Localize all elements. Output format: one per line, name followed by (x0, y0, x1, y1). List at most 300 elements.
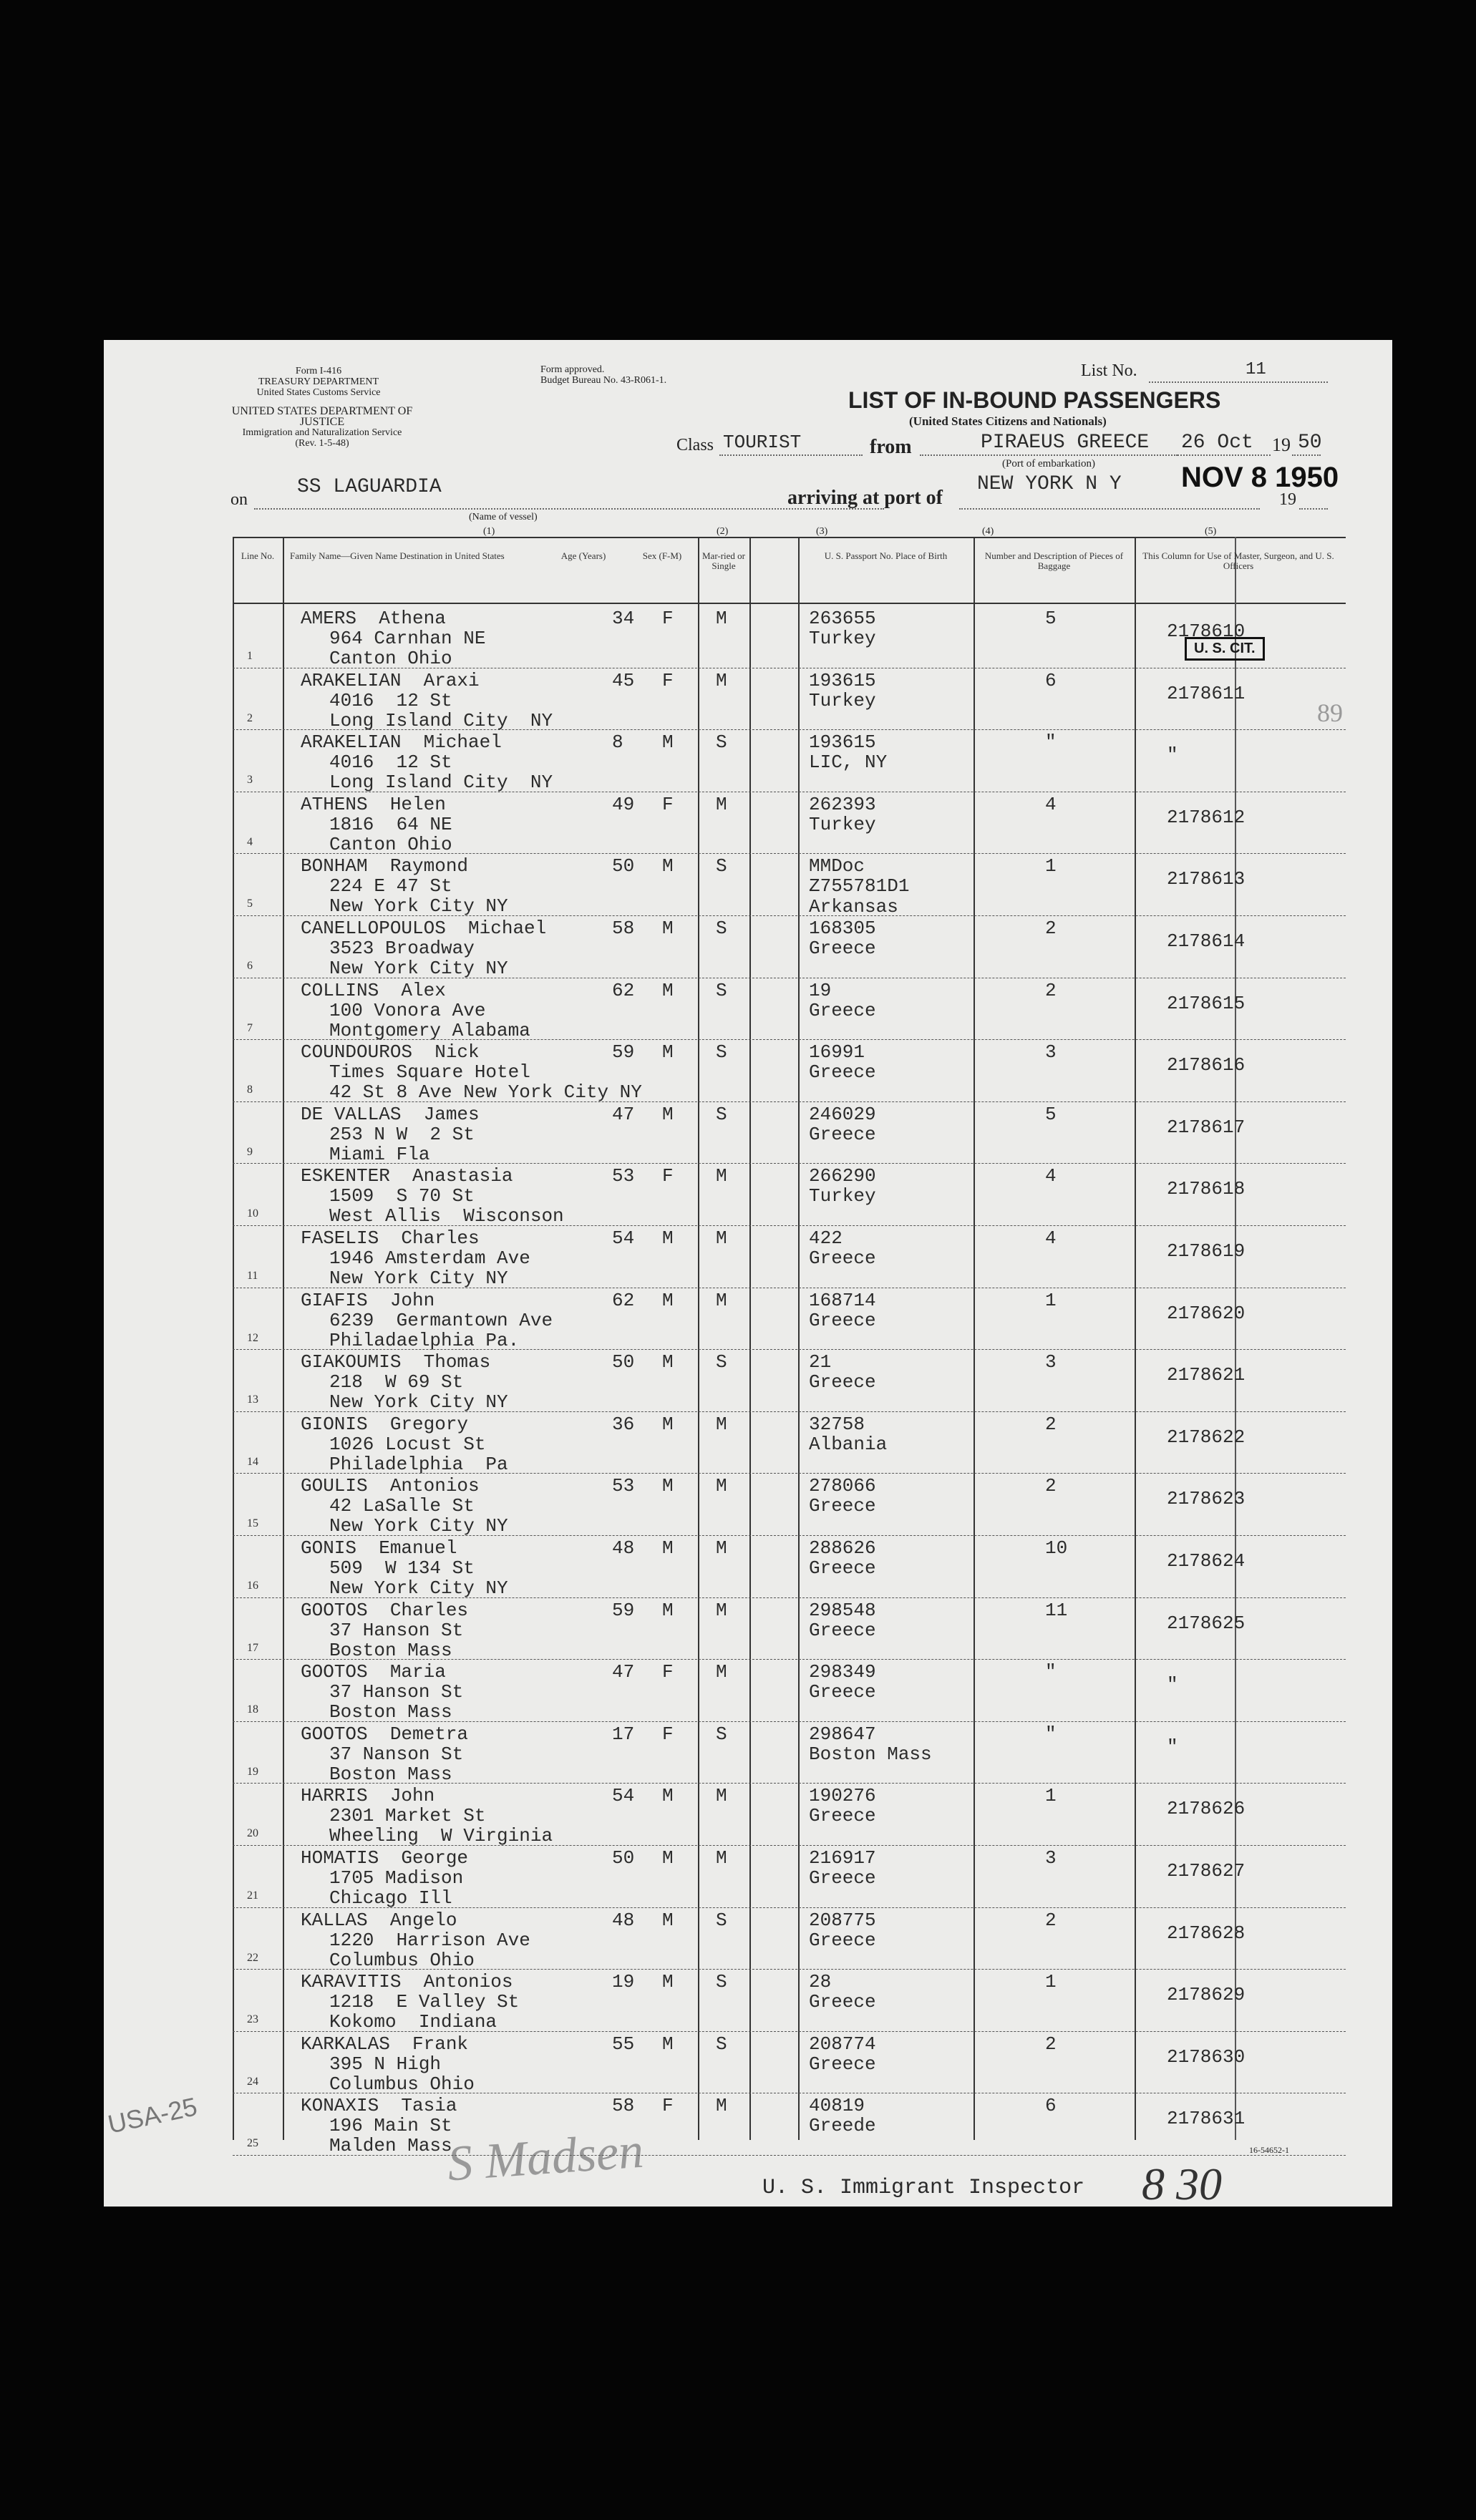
officer-number: 2178622 (1167, 1426, 1246, 1448)
age-value: 55 (612, 2033, 635, 2055)
passport-number: 216917 (809, 1847, 876, 1869)
destination-street: 1218 E Valley St (329, 1991, 520, 2013)
port-of-embarkation: PIRAEUS GREECE (981, 432, 1150, 454)
passport-number: 422 (809, 1227, 843, 1249)
age-value: 54 (612, 1227, 635, 1249)
marital-status: S (716, 1909, 727, 1931)
sex-value: F (662, 669, 674, 691)
list-no-value: 11 (1246, 360, 1266, 379)
destination-street: 3523 Broadway (329, 938, 475, 959)
sex-value: M (662, 1041, 674, 1064)
destination-city: Canton Ohio (329, 648, 452, 669)
print-code: 16-54652-1 (1249, 2145, 1289, 2155)
officer-number: 2178620 (1167, 1302, 1246, 1324)
baggage-count: 4 (1045, 793, 1057, 815)
passport-number: 168305 (809, 918, 876, 939)
marital-status: S (716, 731, 727, 754)
age-value: 47 (612, 1103, 635, 1125)
place-of-birth: Greece (809, 938, 876, 959)
marital-status: S (716, 918, 727, 939)
list-no-label: List No. (1081, 361, 1137, 380)
destination-city: Columbus Ohio (329, 1949, 475, 1971)
arrival-year-prefix: 19 (1279, 490, 1296, 509)
place-of-birth: Greece (809, 1991, 876, 2013)
marital-status: M (716, 1785, 727, 1807)
officer-number: 2178610 (1167, 621, 1246, 642)
destination-city: West Allis Wisconson (329, 1205, 564, 1227)
sex-value: M (662, 918, 674, 939)
sex-value: M (662, 1599, 674, 1621)
destination-city: Malden Mass (329, 2135, 452, 2157)
destination-street: 37 Nanson St (329, 1743, 464, 1765)
marital-status: S (716, 1351, 727, 1373)
destination-street: 42 LaSalle St (329, 1495, 475, 1517)
header-married: Mar-ried or Single (701, 550, 746, 571)
passenger-name: GOOTOS Demetra (301, 1723, 469, 1745)
baggage-count: 3 (1045, 1847, 1057, 1869)
place-of-birth: Greece (809, 1495, 876, 1517)
place-of-birth: Turkey (809, 628, 876, 649)
arrival-port: NEW YORK N Y (977, 473, 1122, 495)
passenger-name: BONHAM Raymond (301, 855, 469, 877)
sex-value: M (662, 1227, 674, 1249)
col-number-4: (4) (982, 526, 994, 537)
destination-street: 218 W 69 St (329, 1371, 464, 1393)
baggage-count: 6 (1045, 669, 1057, 691)
passport-number: 16991 (809, 1041, 865, 1064)
place-of-birth: Greece (809, 999, 876, 1021)
age-value: 36 (612, 1413, 635, 1435)
place-of-birth: Greece (809, 1061, 876, 1084)
inspector-signature: S Madsen (445, 2123, 646, 2192)
age-value: 45 (612, 669, 635, 691)
age-value: 53 (612, 1165, 635, 1187)
line-number: 4 (247, 835, 253, 848)
line-number: 9 (247, 1145, 253, 1158)
line-number: 2 (247, 711, 253, 724)
destination-city: Canton Ohio (329, 833, 452, 855)
marital-status: S (716, 2033, 727, 2055)
baggage-count: 6 (1045, 2095, 1057, 2117)
age-value: 59 (612, 1599, 635, 1621)
age-value: 50 (612, 1847, 635, 1869)
marital-status: M (716, 1537, 727, 1559)
age-value: 48 (612, 1909, 635, 1931)
class-label: Class (676, 436, 714, 454)
passenger-name: GOOTOS Charles (301, 1599, 469, 1621)
baggage-count: 2 (1045, 1909, 1057, 1931)
line-number: 5 (247, 897, 253, 910)
line-number: 13 (247, 1393, 258, 1406)
line-number: 20 (247, 1827, 258, 1840)
place-of-birth: Greece (809, 1309, 876, 1331)
passport-number: 208775 (809, 1909, 876, 1931)
passenger-name: ESKENTER Anastasia (301, 1165, 513, 1187)
departure-year-prefix: 19 (1272, 434, 1291, 455)
sex-value: F (662, 1165, 674, 1187)
line-number: 19 (247, 1765, 258, 1778)
passport-number: 278066 (809, 1475, 876, 1497)
destination-city: Long Island City NY (329, 772, 553, 794)
destination-street: 4016 12 St (329, 689, 452, 711)
passport-number: 19 (809, 979, 832, 1001)
officer-number: 2178625 (1167, 1612, 1246, 1634)
passenger-name: HARRIS John (301, 1785, 435, 1807)
age-value: 19 (612, 1971, 635, 1993)
marital-status: S (716, 855, 727, 877)
doj-label: UNITED STATES DEPARTMENT OF JUSTICE (231, 405, 413, 428)
passport-number: 262393 (809, 793, 876, 815)
baggage-count: 2 (1045, 2033, 1057, 2055)
destination-street: 964 Carnhan NE (329, 628, 486, 649)
age-value: 48 (612, 1537, 635, 1559)
baggage-count: 11 (1045, 1599, 1068, 1621)
header-passport: U. S. Passport No. Place of Birth (824, 550, 948, 561)
passenger-name: KALLAS Angelo (301, 1909, 457, 1931)
sex-value: M (662, 1103, 674, 1125)
treasury-dept: TREASURY DEPARTMENT (258, 376, 379, 387)
passport-number: 40819 (809, 2095, 865, 2117)
destination-street: 37 Hanson St (329, 1681, 464, 1703)
line-number: 7 (247, 1021, 253, 1034)
marital-status: S (716, 1041, 727, 1064)
marital-status: M (716, 1599, 727, 1621)
marital-status: S (716, 1723, 727, 1745)
officer-number: 2178631 (1167, 2108, 1246, 2130)
age-value: 17 (612, 1723, 635, 1745)
departure-date: 26 Oct (1181, 432, 1253, 454)
col-number-5: (5) (1205, 526, 1217, 537)
destination-city: Boston Mass (329, 1763, 452, 1785)
baggage-count: " (1045, 1723, 1057, 1745)
sex-value: F (662, 608, 674, 629)
destination-street: 4016 12 St (329, 751, 452, 774)
baggage-count: 1 (1045, 1785, 1057, 1807)
place-of-birth: Greece (809, 2053, 876, 2075)
line-number: 12 (247, 1331, 258, 1344)
baggage-count: " (1045, 731, 1057, 754)
passenger-name: DE VALLAS James (301, 1103, 480, 1125)
baggage-count: 4 (1045, 1165, 1057, 1187)
passport-number: 298349 (809, 1661, 876, 1683)
line-number: 3 (247, 774, 253, 787)
line-number: 14 (247, 1455, 258, 1468)
destination-city: New York City NY (329, 895, 508, 918)
header-sex: Sex (F-M) (642, 550, 682, 561)
form-header-justice (218, 406, 426, 449)
age-value: 62 (612, 979, 635, 1001)
sex-value: M (662, 1413, 674, 1435)
age-value: 50 (612, 855, 635, 877)
baggage-count: 2 (1045, 1413, 1057, 1435)
age-value: 47 (612, 1661, 635, 1683)
line-number: 10 (247, 1207, 258, 1220)
approved-label: Form approved. (540, 364, 605, 375)
us-citizen-stamp: U. S. CIT. (1185, 637, 1265, 661)
place-of-birth: Greece (809, 1247, 876, 1269)
destination-city: 42 St 8 Ave New York City NY (329, 1081, 642, 1104)
passenger-name: GIAFIS John (301, 1289, 435, 1311)
sex-value: F (662, 2095, 674, 2117)
age-value: 62 (612, 1289, 635, 1311)
officer-number: " (1167, 1736, 1178, 1758)
passenger-name: KARAVITIS Antonios (301, 1971, 513, 1993)
passenger-name: ARAKELIAN Araxi (301, 669, 480, 691)
place-of-birth: Greece (809, 1619, 876, 1641)
officer-number: 2178628 (1167, 1922, 1246, 1944)
passport-number: MMDoc (809, 855, 865, 877)
baggage-count: 1 (1045, 855, 1057, 877)
sex-value: F (662, 793, 674, 815)
officer-number: 2178621 (1167, 1364, 1246, 1386)
destination-city: New York City NY (329, 1268, 508, 1289)
age-value: 8 (612, 731, 623, 754)
ins-label: Immigration and Naturalization Service (242, 427, 402, 438)
passport-number: 298647 (809, 1723, 876, 1745)
officer-number: 2178617 (1167, 1116, 1246, 1138)
place-of-birth: Greece (809, 1867, 876, 1889)
passenger-name: KARKALAS Frank (301, 2033, 469, 2055)
baggage-count: 5 (1045, 608, 1057, 629)
age-value: 58 (612, 918, 635, 939)
sex-value: M (662, 2033, 674, 2055)
passport-number: 298548 (809, 1599, 876, 1621)
passenger-name: COUNDOUROS Nick (301, 1041, 480, 1064)
passenger-name: ARAKELIAN Michael (301, 731, 502, 754)
sex-value: M (662, 731, 674, 754)
passenger-name: HOMATIS George (301, 1847, 469, 1869)
from-label: from (870, 436, 912, 458)
passenger-name: AMERS Athena (301, 608, 446, 629)
place-of-birth: Turkey (809, 689, 876, 711)
side-handwritten-note: USA-25 (105, 2091, 200, 2139)
on-label: on (230, 490, 248, 509)
passenger-name: ATHENS Helen (301, 793, 446, 815)
margin-note: 89 (1317, 699, 1343, 727)
passport-number: 32758 (809, 1413, 865, 1435)
destination-street: 6239 Germantown Ave (329, 1309, 553, 1331)
passenger-name: GOULIS Antonios (301, 1475, 480, 1497)
line-number: 23 (247, 2013, 258, 2026)
marital-status: M (716, 608, 727, 629)
marital-status: M (716, 669, 727, 691)
officer-number: 2178630 (1167, 2045, 1246, 2068)
destination-street: 2301 Market St (329, 1805, 486, 1827)
passport-number: 266290 (809, 1165, 876, 1187)
destination-street: 1816 64 NE (329, 813, 452, 835)
col-number-3: (3) (816, 526, 828, 537)
destination-street: 100 Vonora Ave (329, 999, 486, 1021)
place-of-birth: Greece (809, 1557, 876, 1579)
budget-label: Budget Bureau No. 43-R061-1. (540, 375, 667, 386)
sex-value: M (662, 855, 674, 877)
passport-number: 263655 (809, 608, 876, 629)
place-of-birth: Greece (809, 1681, 876, 1703)
marital-status: S (716, 1971, 727, 1993)
place-of-birth: Greece (809, 1371, 876, 1393)
sex-value: M (662, 1785, 674, 1807)
baggage-count: 2 (1045, 918, 1057, 939)
age-value: 53 (612, 1475, 635, 1497)
line-number: 18 (247, 1703, 258, 1716)
place-of-birth: Greece (809, 1123, 876, 1145)
destination-street: 253 N W 2 St (329, 1123, 475, 1145)
place-of-birth: Turkey (809, 1185, 876, 1207)
passport-number: 21 (809, 1351, 832, 1373)
baggage-count: 3 (1045, 1351, 1057, 1373)
destination-street: 1509 S 70 St (329, 1185, 475, 1207)
destination-street: 37 Hanson St (329, 1619, 464, 1641)
destination-city: Philadaelphia Pa. (329, 1329, 520, 1351)
form-number: Form I-416 (295, 366, 342, 376)
age-value: 49 (612, 793, 635, 815)
baggage-count: 2 (1045, 979, 1057, 1001)
header-baggage: Number and Description of Pieces of Baggage (984, 550, 1124, 571)
passport-number: 190276 (809, 1785, 876, 1807)
vessel-name: SS LAGUARDIA (297, 476, 442, 498)
age-value: 58 (612, 2095, 635, 2117)
place-of-birth: Greece (809, 1805, 876, 1827)
destination-city: Columbus Ohio (329, 2073, 475, 2095)
sex-value: M (662, 1475, 674, 1497)
header-name: Family Name—Given Name Destination in United States (290, 550, 505, 561)
destination-street: 224 E 47 St (329, 875, 452, 897)
destination-city: Wheeling W Virginia (329, 1825, 553, 1847)
passport-number: 193615 (809, 731, 876, 754)
line-number: 25 (247, 2137, 258, 2150)
port-embark-caption: (Port of embarkation) (1002, 458, 1095, 470)
passenger-name: CANELLOPOULOS Michael (301, 918, 547, 939)
destination-street: 196 Main St (329, 2115, 452, 2137)
passport-number: 28 (809, 1971, 832, 1993)
header-line-no: Line No. (241, 550, 275, 561)
sex-value: M (662, 1971, 674, 1993)
place-of-birth: Greede (809, 2115, 876, 2137)
line-number: 6 (247, 960, 253, 972)
destination-city: Miami Fla (329, 1143, 430, 1165)
baggage-count: 3 (1045, 1041, 1057, 1064)
officer-number: 2178618 (1167, 1178, 1246, 1200)
vessel-caption: (Name of vessel) (469, 512, 538, 522)
destination-street: 1026 Locust St (329, 1433, 486, 1455)
destination-street: 1705 Madison (329, 1867, 464, 1889)
line-number: 16 (247, 1580, 258, 1592)
passenger-name: GIONIS Gregory (301, 1413, 469, 1435)
sex-value: F (662, 1723, 674, 1745)
line-number: 21 (247, 1889, 258, 1902)
sex-value: M (662, 979, 674, 1001)
col-number-1: (1) (483, 526, 495, 537)
departure-year-suffix: 50 (1298, 432, 1322, 454)
destination-street: 1946 Amsterdam Ave (329, 1247, 530, 1269)
line-number: 22 (247, 1951, 258, 1964)
destination-city: New York City NY (329, 1577, 508, 1599)
col-number-2: (2) (717, 526, 729, 537)
destination-street: 395 N High (329, 2053, 442, 2075)
arriving-label: arriving at port of (787, 487, 943, 509)
officer-number: 2178616 (1167, 1054, 1246, 1076)
place-of-birth: LIC, NY (809, 751, 888, 774)
place-of-birth: Boston Mass (809, 1743, 932, 1765)
destination-street: 509 W 134 St (329, 1557, 475, 1579)
passenger-name: GOOTOS Maria (301, 1661, 446, 1683)
baggage-count: 4 (1045, 1227, 1057, 1249)
arrival-date-stamp: NOV 8 1950 (1181, 462, 1339, 493)
customs-service: United States Customs Service (256, 387, 381, 398)
officer-number: " (1167, 1674, 1178, 1696)
line-number: 1 (247, 650, 253, 662)
officer-number: " (1167, 744, 1178, 767)
officer-number: 2178615 (1167, 992, 1246, 1014)
baggage-count: 1 (1045, 1971, 1057, 1993)
age-value: 50 (612, 1351, 635, 1373)
baggage-count: " (1045, 1661, 1057, 1683)
destination-city: Montgomery Alabama (329, 1019, 530, 1041)
marital-status: M (716, 1661, 727, 1683)
place-of-birth: Greece (809, 1929, 876, 1951)
form-approval (540, 364, 755, 386)
inspector-label: U. S. Immigrant Inspector (762, 2176, 1085, 2200)
sex-value: M (662, 1909, 674, 1931)
marital-status: M (716, 2095, 727, 2117)
destination-city: Boston Mass (329, 1639, 452, 1661)
destination-street: 1220 Harrison Ave (329, 1929, 530, 1951)
officer-number: 2178626 (1167, 1798, 1246, 1820)
line-number: 17 (247, 1641, 258, 1654)
officer-number: 2178611 (1167, 682, 1246, 704)
place-of-birth: Turkey (809, 813, 876, 835)
sex-value: M (662, 1537, 674, 1559)
passenger-name: FASELIS Charles (301, 1227, 480, 1249)
destination-city: Philadelphia Pa (329, 1453, 508, 1475)
officer-number: 2178614 (1167, 930, 1246, 952)
officer-number: 2178627 (1167, 1860, 1246, 1882)
officer-number: 2178629 (1167, 1984, 1246, 2006)
age-value: 34 (612, 608, 635, 629)
passport-number: 193615 (809, 669, 876, 691)
destination-city: Chicago Ill (329, 1887, 452, 1909)
place-of-birth: Z755781D1 Arkansas (809, 875, 910, 918)
line-number: 15 (247, 1517, 258, 1530)
header-age: Age (Years) (560, 550, 606, 561)
marital-status: M (716, 1413, 727, 1435)
page-subtitle: (United States Citizens and Nationals) (909, 414, 1107, 428)
marital-status: M (716, 1165, 727, 1187)
line-number: 24 (247, 2075, 258, 2088)
revision-label: (Rev. 1-5-48) (295, 438, 349, 449)
marital-status: M (716, 1227, 727, 1249)
age-value: 59 (612, 1041, 635, 1064)
marital-status: S (716, 1103, 727, 1125)
form-header-treasury (211, 366, 426, 398)
age-value: 54 (612, 1785, 635, 1807)
destination-city: New York City NY (329, 1391, 508, 1414)
officer-number: 2178613 (1167, 868, 1246, 890)
passport-number: 208774 (809, 2033, 876, 2055)
passenger-name: GONIS Emanuel (301, 1537, 457, 1559)
officer-number: 2178612 (1167, 806, 1246, 828)
passenger-name: KONAXIS Tasia (301, 2095, 457, 2117)
destination-city: New York City NY (329, 1515, 508, 1537)
passenger-name: COLLINS Alex (301, 979, 446, 1001)
marital-status: M (716, 793, 727, 815)
destination-city: Kokomo Indiana (329, 2011, 497, 2033)
sex-value: M (662, 1289, 674, 1311)
destination-city: New York City NY (329, 958, 508, 979)
marital-status: S (716, 979, 727, 1001)
marital-status: M (716, 1847, 727, 1869)
line-number: 8 (247, 1084, 253, 1096)
